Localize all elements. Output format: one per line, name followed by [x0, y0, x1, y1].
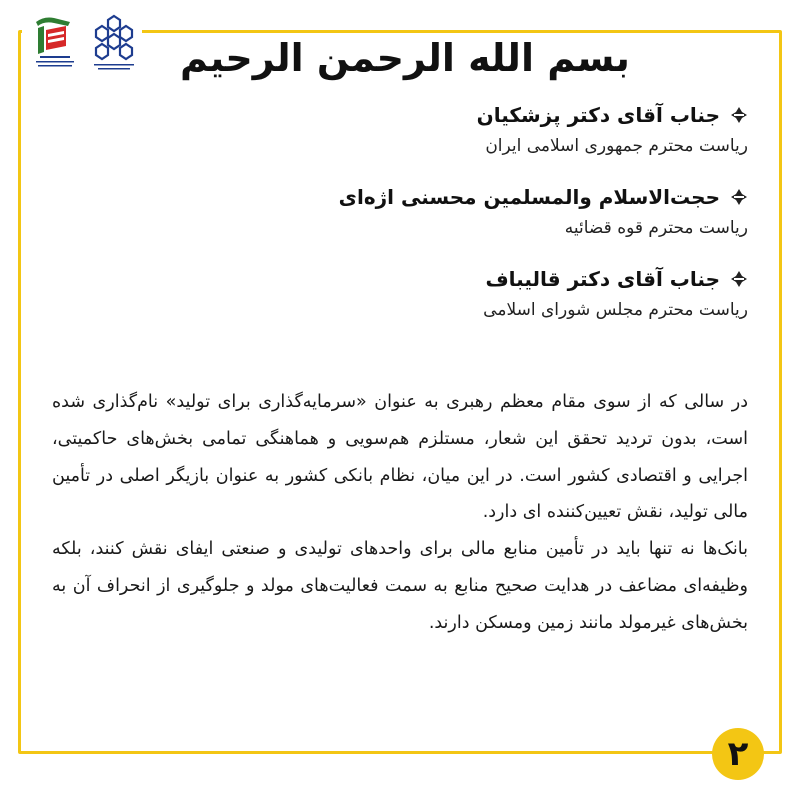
addressee-list	[148, 100, 748, 346]
addressee-role: ریاست محترم مجلس شورای اسلامی	[483, 300, 748, 320]
body-paragraph-2: بانک‌ها نه تنها باید در تأمین منابع مالی برای واحدهای تولیدی و صنعتی ایفای نقش کنند، بلکه وظیفه‌ای مضاعف در هدایت صحیح منابع به سمت فعالیت‌های مولد و جلوگیری از انحراف آن به بخش‌های غیرمولد مانند زمین ومسکن دارند.	[52, 539, 748, 633]
addressee-item	[148, 264, 748, 326]
page-title: بسم الله الرحمن الرحیم	[180, 36, 630, 80]
addressee-name: جناب آقای دکتر پزشکیان	[476, 103, 720, 127]
page-number-badge: ۲	[712, 728, 764, 780]
addressee-role: ریاست محترم جمهوری اسلامی ایران	[485, 136, 748, 156]
diamond-bullet-icon	[730, 270, 748, 288]
letter-body	[52, 384, 748, 642]
addressee-name: جناب آقای دکتر قالیباف	[485, 267, 720, 291]
addressee-name: حجت‌الاسلام والمسلمین محسنی اژه‌ای	[338, 185, 720, 209]
diamond-bullet-icon	[730, 188, 748, 206]
addressee-item	[148, 100, 748, 162]
body-paragraph-1: در سالی که از سوی مقام معظم رهبری به عنوان «سرمایه‌گذاری برای تولید» نام‌گذاری شده است، بدون تردید تحقق این شعار، مستلزم هم‌سویی و هماهنگی تمامی بخش‌های حاکمیتی، اجرایی و اقتصادی کشور است. در این میان، نظام بانکی کشور به عنوان بازیگر اصلی در تأمین مالی تولید، نقش تعیین‌کننده ای دارد.	[52, 392, 748, 523]
green-red-emblem-logo	[30, 12, 80, 76]
diamond-bullet-icon	[730, 106, 748, 124]
addressee-item	[148, 182, 748, 244]
addressee-role: ریاست محترم قوه قضائیه	[564, 218, 748, 238]
blue-cube-network-logo	[90, 12, 138, 76]
logos-area	[22, 6, 142, 90]
